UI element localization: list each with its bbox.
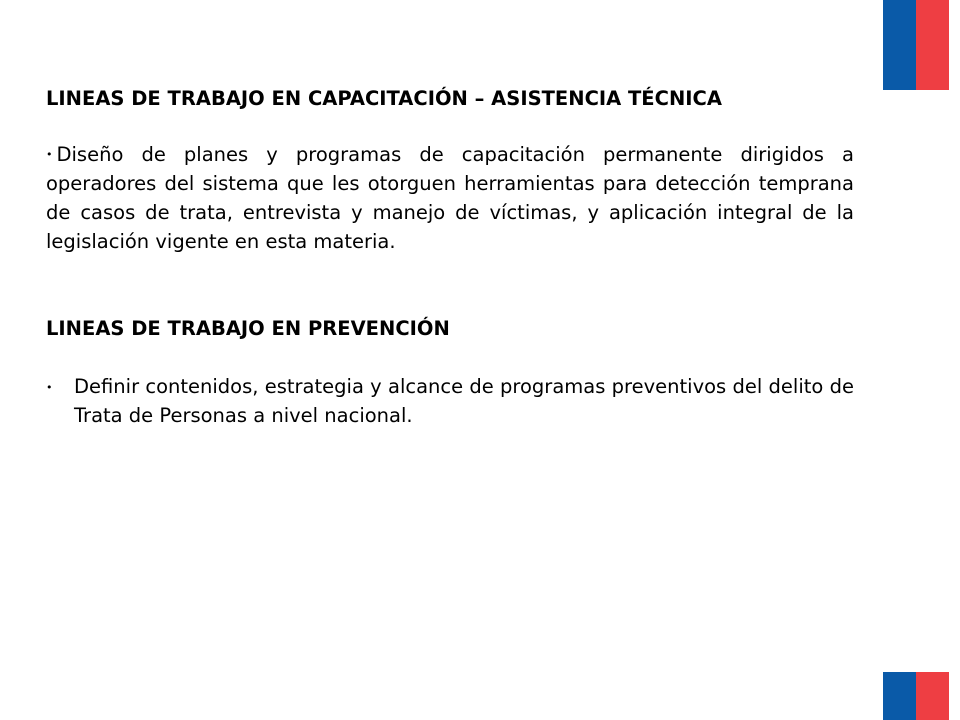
flag-bar-top [883,0,949,90]
bullet-marker: • [46,381,53,394]
slide-content [46,86,854,430]
bullet-text-prevencion: Definir contenidos, estrategia y alcance de programas preventivos del delito de Trata de Personas a nivel nacional. [74,375,854,427]
flag-bar-bottom [883,672,949,720]
bullet-paragraph-capacitacion [46,140,854,256]
section-heading-capacitacion: LINEAS DE TRABAJO EN CAPACITACIÓN – ASISTENCIA TÉCNICA [46,87,722,110]
section-heading-prevencion: LINEAS DE TRABAJO EN PREVENCIÓN [46,317,450,340]
bullet-item-prevencion [46,372,854,430]
bullet-text-capacitacion: Diseño de planes y programas de capacitación permanente dirigidos a operadores del sistema que les otorguen herramientas para detección temprana de casos de trata, entrevista y manejo de víctimas, y aplicación integral de la legislación vigente en esta materia. [46,143,854,253]
bullet-marker: • [46,148,53,161]
flag-blue-stripe [883,672,916,720]
flag-red-stripe [916,672,949,720]
flag-blue-stripe [883,0,916,90]
flag-red-stripe [916,0,949,90]
